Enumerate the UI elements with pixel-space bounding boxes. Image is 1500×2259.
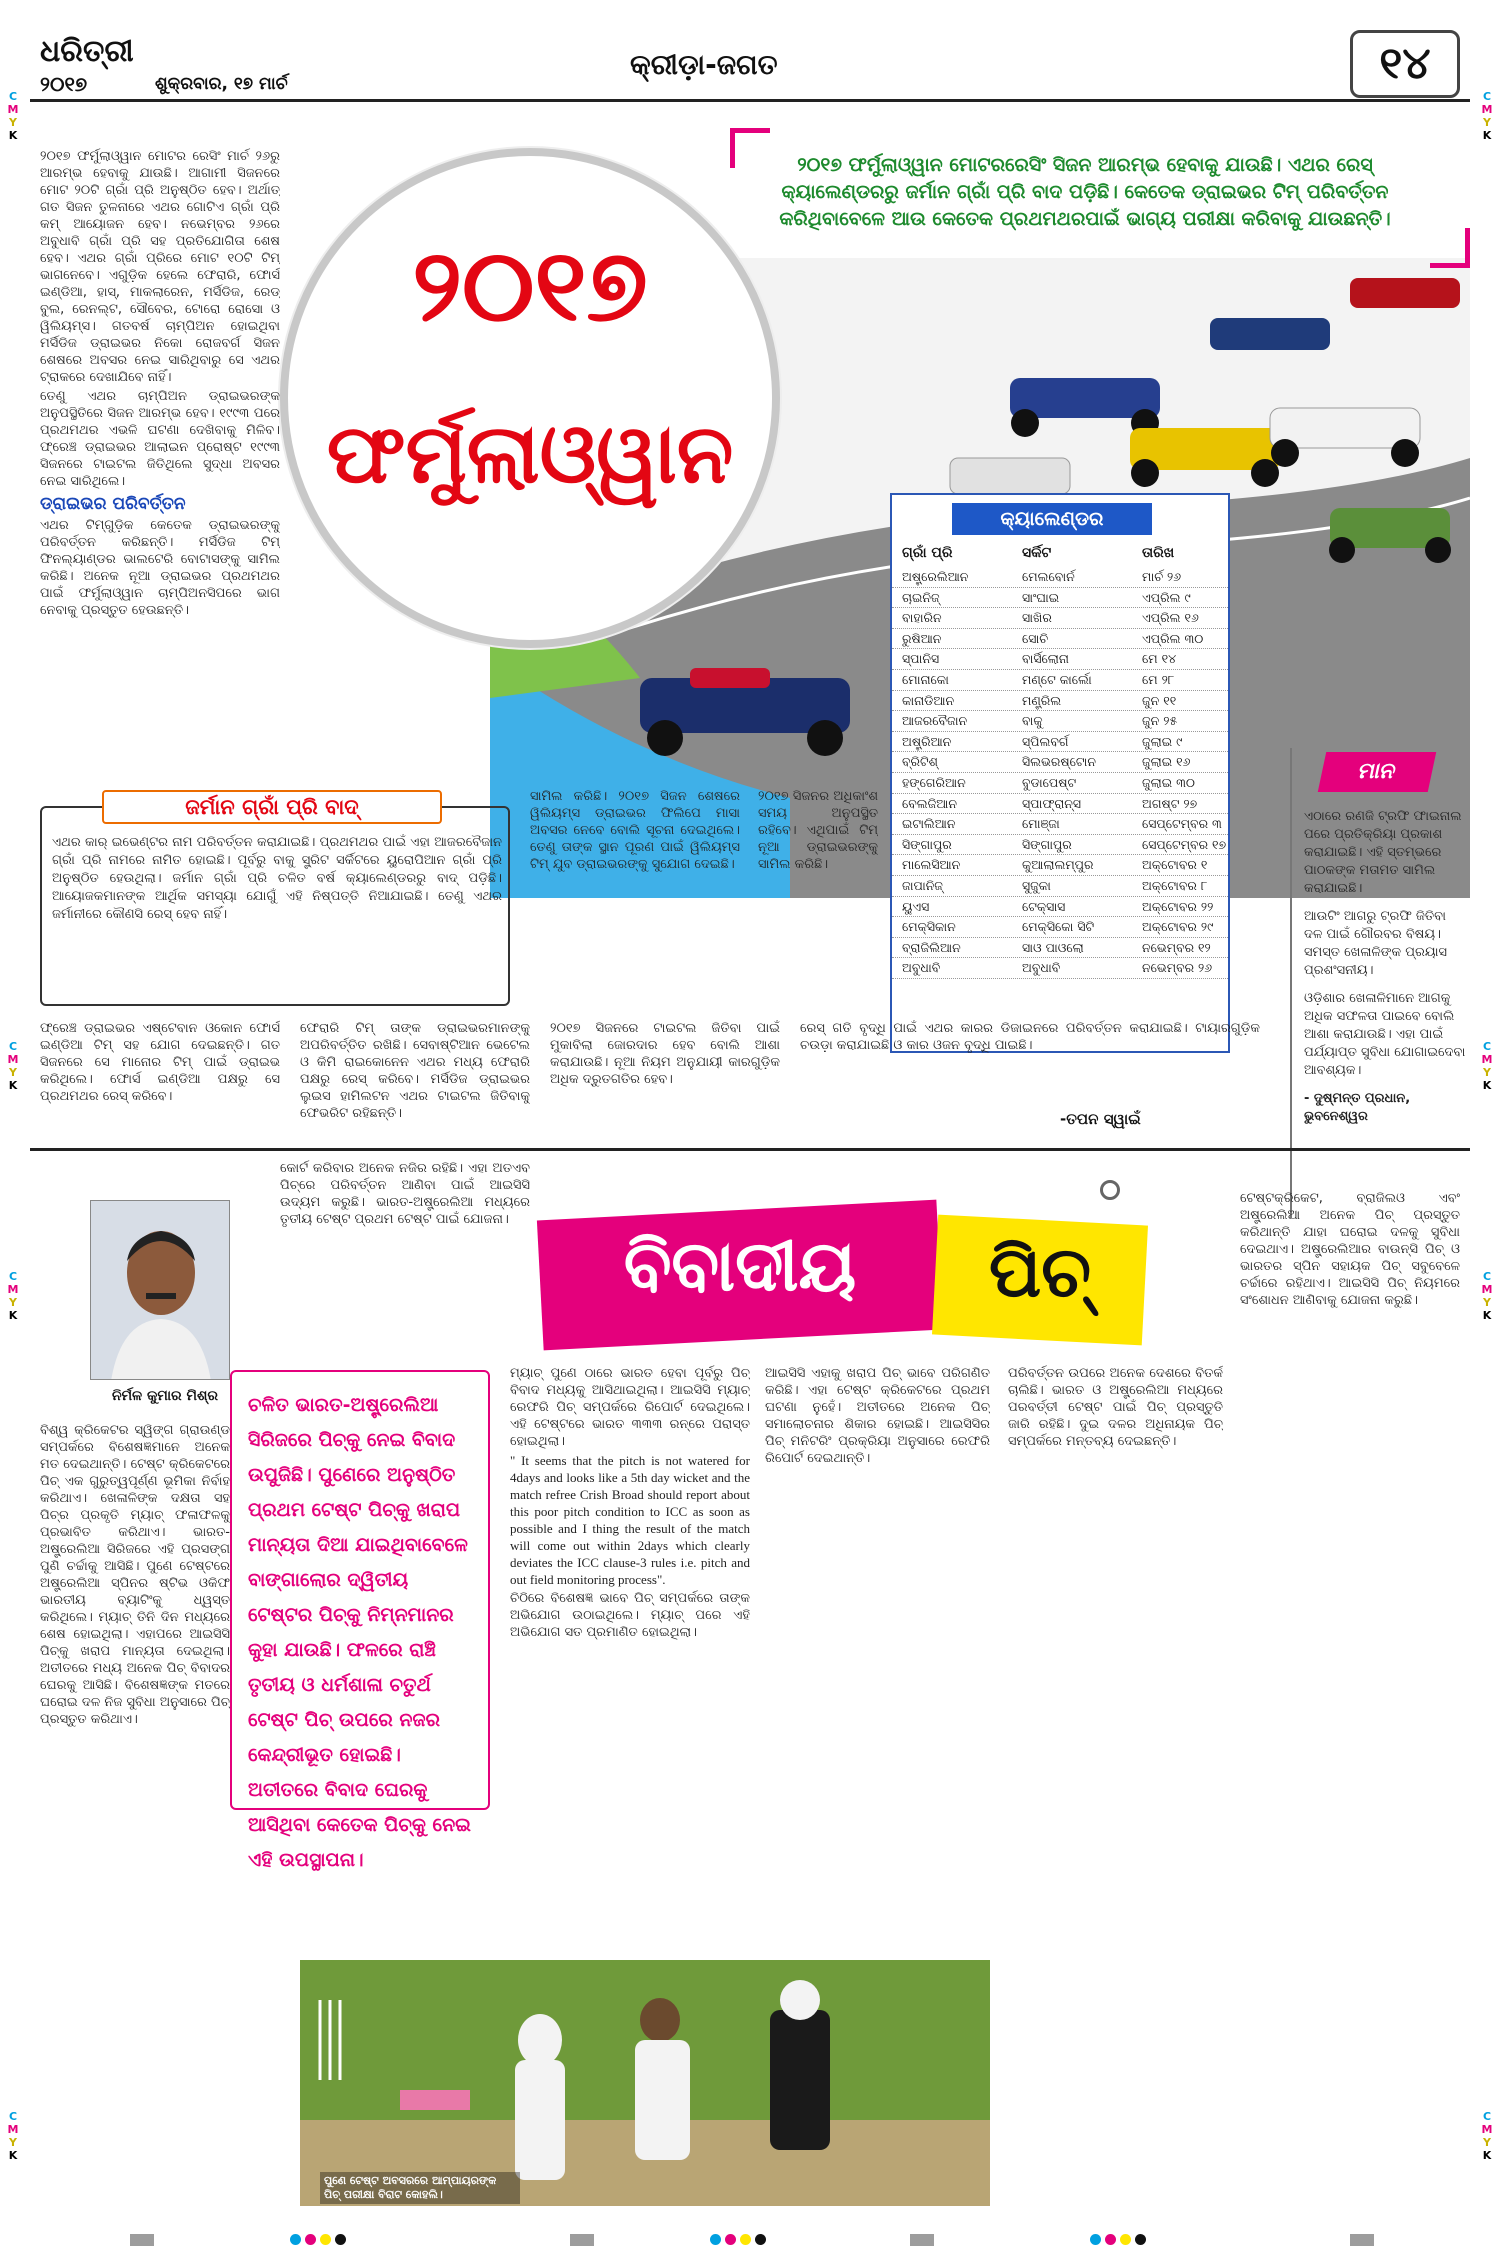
calendar-row: [892, 855, 1228, 876]
race-calendar: [890, 493, 1230, 1053]
calendar-cell-date: ଏପ୍ରିଲ ୧୬: [1142, 610, 1199, 626]
cmyk-y: Y: [1483, 2136, 1491, 2149]
intro-text: ୨୦୧୭ ଫର୍ମୁଲାଓ୍ୱାନ ମୋଟରରେସିଂ ସିଜନ ଆରମ୍ଭ ହେବାକୁ ଯାଉଛି। ଏଥର ରେସ୍ କ୍ୟାଲେଣ୍ଡରରୁ ଜର୍ମାନ ଗ୍ରାଁ ପ୍ରି ବାଦ ପଡ଼ିଛି। କେତେକ ଡ୍ରାଇଭର ଟିମ୍ ପରିବର୍ତ୍ତନ କରିଥିବାବେଳେ ଆଉ କେତେକ ପ୍ରଥମଥରପାଇଁ ଭାଗ୍ୟ ପରୀକ୍ଷା କରିବାକୁ ଯାଉଛନ୍ତି।: [779, 154, 1391, 230]
print-registration-bar: [30, 2234, 1470, 2248]
cmyk-k: K: [1482, 2149, 1492, 2162]
cmyk-c: C: [8, 1270, 18, 1283]
calendar-cell-date: ସେପ୍ଟେମ୍ବର ୧୭: [1142, 836, 1227, 852]
calendar-cell-date: ସେପ୍ଟେମ୍ବର ୩: [1142, 816, 1222, 832]
headline-year: ୨୦୧୭: [412, 226, 648, 344]
cmyk-m: M: [1481, 103, 1493, 116]
pitch-column-c: [765, 1365, 990, 1925]
calendar-cell-date: ଜୁନ ୧୧: [1142, 692, 1177, 708]
page-header: [30, 30, 1470, 102]
calendar-cell-gp: ଅଷ୍ଟ୍ରେଲିଆନ: [902, 569, 969, 584]
german-gp-title: ଜର୍ମାନ ଗ୍ରାଁ ପ୍ରି ବାଦ୍: [102, 790, 442, 824]
paragraph: କୋର୍ଟ କରିବାର ଅନେକ ନଜିର ରହିଛି। ଏହା ଅତଏବ ପିଚ୍‌ରେ ପରିବର୍ତ୍ତନ ଆଣିବା ପାଇଁ ଆଇସିସି ଉଦ୍ୟମ କରୁଛି। ଭାରତ-ଅଷ୍ଟ୍ରେଲିଆ ମଧ୍ୟରେ ତୃତୀୟ ଟେଷ୍ଟ ପ୍ରଥମ ଟେଷ୍ଟ ପାଇଁ ଯୋଜନା।: [280, 1161, 530, 1227]
pitch-column-b: [510, 1365, 750, 1925]
calendar-row: [892, 608, 1228, 629]
paragraph: ଫେରାରି ଟିମ୍ ତାଙ୍କ ଡ୍ରାଇଭରମାନଙ୍କୁ ଅପରିବର୍ତ୍ତିତ ରଖିଛି। ସେବାଷ୍ଟିଆନ ଭେଟେଲ ଓ କିମି ରାଇକୋନେନ ଏଥର ମଧ୍ୟ ଫେରାରି ପକ୍ଷରୁ ରେସ୍ କରିବେ। ମର୍ସିଡିଜ ଡ୍ରାଇଭର ଲୁଇସ ହାମିଲଟନ ଏଥର ଟାଇଟଲ ଜିତିବାକୁ ଫେଭରିଟ ରହିଛନ୍ତି।: [300, 1021, 530, 1121]
cmyk-c: C: [1482, 90, 1492, 103]
calendar-row: [892, 670, 1228, 691]
article-lower-column-2: [300, 1020, 530, 1140]
calendar-cell-date: ଅକ୍ଟୋବର ୮: [1142, 877, 1208, 893]
calendar-cell-gp: ୟୁଏସ: [902, 898, 930, 914]
calendar-row: [892, 794, 1228, 815]
calendar-header-date: ତାରିଖ: [1142, 545, 1175, 561]
calendar-rows: [892, 567, 1228, 979]
calendar-cell-circuit: ସ୍ପାଫ୍ରାନ୍ସ: [1022, 795, 1082, 811]
cmyk-c: C: [8, 2110, 18, 2123]
magenta-dot: [725, 2234, 736, 2245]
calendar-row: [892, 567, 1228, 588]
controversial-pitch-story: [30, 1160, 1470, 2220]
section-divider: [30, 1148, 1470, 1151]
intro-box: [730, 128, 1470, 268]
masthead: ଧରିତ୍ରୀ: [40, 34, 134, 69]
calendar-cell-gp: ରୁଷିଆନ: [902, 630, 942, 646]
calendar-cell-circuit: ସୋଚି: [1022, 630, 1049, 646]
sidebar-paragraph: ଓଡ଼ିଶାର ଖେଳାଳିମାନେ ଆଗକୁ ଅଧିକ ସଫଳତା ପାଇବେ ବୋଲି ଆଶା କରାଯାଉଛି। ଏହା ପାଇଁ ପର୍ଯ୍ୟାପ୍ତ ସୁବିଧା ଯୋଗାଇଦେବା ଆବଶ୍ୟକ।: [1304, 991, 1466, 1078]
gray-swatch: [1350, 2234, 1374, 2246]
german-gp-box: [40, 795, 510, 1006]
cmyk-k: K: [1482, 129, 1492, 142]
calendar-cell-gp: ବେଲଜିଆନ: [902, 795, 958, 811]
cmyk-y: Y: [1483, 116, 1491, 129]
hanger-icon: [1100, 1180, 1120, 1200]
calendar-cell-gp: ଅଷ୍ଟ୍ରିଆନ: [902, 733, 952, 749]
calendar-cell-date: ଜୁଲାଇ ୩୦: [1142, 774, 1195, 790]
black-dot: [755, 2234, 766, 2245]
bracket-bottom-right: [1430, 228, 1470, 268]
calendar-cell-gp: ଇଟାଲିଆନ: [902, 816, 956, 832]
header-date: ଶୁକ୍ରବାର, ୧୭ ମାର୍ଚ: [155, 74, 288, 94]
paragraph: ଏଥର ଟିମ୍‌ଗୁଡ଼ିକ କେତେକ ଡ୍ରାଇଭରଙ୍କୁ ପରିବର୍ତ୍ତନ କରିଛନ୍ତି। ମର୍ସିଡିଜ ଟିମ୍ ଫିନଲ୍ୟାଣ୍ଡର ଭାଲଟେରି ବୋଟାସଙ୍କୁ ସାମିଲ କରିଛି। ଅନେକ ନୂଆ ଡ୍ରାଇଭର ପ୍ରଥମଥର ପାଇଁ ଫର୍ମୁଲାଓ୍ୱାନ ଚାମ୍ପିଅନସିପରେ ଭାଗ ନେବାକୁ ପ୍ରସ୍ତୁତ ହେଉଛନ୍ତି।: [40, 518, 280, 618]
paragraph: ୨୦୧୭ ସିଜନର ଅଧିକାଂଶ ସମୟ ଅନୁପସ୍ଥିତ ରହିବେ। ଏଥିପାଇଁ ଟିମ୍ ନୂଆ ଡ୍ରାଇଭରଙ୍କୁ ସାମିଲ କରିଛି।: [758, 789, 878, 872]
cmyk-m: M: [1481, 1283, 1493, 1296]
cmyk-k: K: [1482, 1309, 1492, 1322]
calendar-cell-circuit: ସାଓ ପାଓଲୋ: [1022, 939, 1084, 955]
pull-quote-box: [230, 1370, 490, 1871]
pitch-column-e: [1240, 1190, 1460, 2190]
paragraph: ପରିବର୍ତ୍ତନ ଉପରେ ଅନେକ ଦେଶରେ ବିତର୍କ ଚାଲିଛି। ଭାରତ ଓ ଅଷ୍ଟ୍ରେଲିଆ ମଧ୍ୟରେ ପରବର୍ତ୍ତୀ ଟେଷ୍ଟ ପାଇଁ ପିଚ୍ ପ୍ରସ୍ତୁତି ଜାରି ରହିଛି। ଦୁଇ ଦଳର ଅଧିନାୟକ ପିଚ୍ ସମ୍ପର୍କରେ ମନ୍ତବ୍ୟ ଦେଇଛନ୍ତି।: [1008, 1366, 1223, 1449]
calendar-cell-gp: ବ୍ରାଜିଲିଆନ: [902, 939, 961, 955]
sidebar-tag: ମାନ: [1318, 752, 1437, 792]
formula-one-story: [30, 108, 1470, 1148]
calendar-cell-circuit: ଅବୁଧାବି: [1022, 960, 1061, 976]
cmyk-m: M: [7, 2123, 19, 2136]
gray-swatch: [570, 2234, 594, 2246]
paragraph: ରେସ୍ ଗତି ବୃଦ୍ଧି ପାଇଁ ଏଥର କାରର ଡିଜାଇନରେ ପରିବର୍ତ୍ତନ କରାଯାଇଛି। ଟାୟାରଗୁଡ଼ିକ ଚଉଡ଼ା କରାଯାଇଛି ଓ କାର ଓଜନ ବୃଦ୍ଧି ପାଇଛି।: [800, 1021, 1260, 1053]
paragraph: ଚିଠିରେ ବିଶେଷଜ୍ଞ ଭାବେ ପିଚ୍ ସମ୍ପର୍କରେ ତାଙ୍କ ଅଭିଯୋଗ ଉଠାଇଥିଲେ। ମ୍ୟାଚ୍ ପରେ ଏହି ଅଭିଯୋଗ ସତ ପ୍ରମାଣିତ ହୋଇଥିଲା।: [510, 1591, 750, 1640]
calendar-cell-gp: ଅବୁଧାବି: [902, 960, 941, 976]
cmyk-c: C: [1482, 1270, 1492, 1283]
cmyk-y: Y: [9, 1066, 17, 1079]
subhead-driver-change: ଡ୍ରାଇଭର ପରିବର୍ତ୍ତନ: [40, 494, 186, 514]
cmyk-c: C: [1482, 2110, 1492, 2123]
calendar-cell-date: ମାର୍ଚ ୨୬: [1142, 569, 1182, 584]
author-portrait: [90, 1200, 230, 1380]
cricket-photo-caption: ପୁଣେ ଟେଷ୍ଟ ଅବସରରେ ଆମ୍ପାୟରଙ୍କ ପିଚ୍ ପରୀକ୍ଷା ବିରାଟ କୋହଲି।: [320, 2172, 520, 2204]
calendar-cell-date: ଜୁଲାଇ ୧୬: [1142, 754, 1191, 770]
section-title: କ୍ରୀଡ଼ା-ଜଗତ: [630, 48, 778, 81]
magenta-dot: [1105, 2234, 1116, 2245]
article-lower-column-3: [550, 1020, 780, 1140]
cmyk-k: K: [8, 1079, 18, 1092]
portrait-caption: ନିର୍ମଳ କୁମାର ମିଶ୍ର: [111, 1388, 219, 1404]
pull-quote: ଚଳିତ ଭାରତ-ଅଷ୍ଟ୍ରେଲିଆ ସିରିଜରେ ପିଚ୍‌କୁ ନେଇ ବିବାଦ ଉପୁଜିଛି। ପୁଣେରେ ଅନୁଷ୍ଠିତ ପ୍ରଥମ ଟେଷ୍ଟ ପିଚ୍‌କୁ ଖରାପ ମାନ୍ୟତା ଦିଆ ଯାଇଥିବାବେଳେ ବାଙ୍ଗାଲୋର ଦ୍ୱିତୀୟ ଟେଷ୍ଟର ପିଚ୍‌କୁ ନିମ୍ନମାନର କୁହା ଯାଉଛି। ଫଳରେ ରାଞ୍ଚି ତୃତୀୟ ଓ ଧର୍ମଶାଳା ଚତୁର୍ଥ ଟେଷ୍ଟ ପିଚ୍ ଉପରେ ନଜର କେନ୍ଦ୍ରୀଭୂତ ହୋଇଛି। ଅତୀତରେ ବିବାଦ ଘେରକୁ ଆସିଥିବା କେତେକ ପିଚ୍‌କୁ ନେଇ ଏହି ଉପସ୍ଥାପନା।: [248, 1394, 471, 1871]
article-lower-column-1: [40, 1020, 280, 1140]
yellow-dot: [1120, 2234, 1131, 2245]
calendar-cell-circuit: ସୁଜୁକା: [1022, 877, 1051, 893]
calendar-cell-gp: ସିଙ୍ଗାପୁର: [902, 836, 952, 852]
calendar-cell-gp: ବ୍ରିଟିଶ୍: [902, 754, 938, 770]
calendar-cell-date: ନଭେମ୍ବର ୨୬: [1142, 960, 1213, 976]
calendar-cell-circuit: କୁଆଲାଲମ୍ପୁର: [1022, 857, 1094, 873]
calendar-cell-gp: ମାଲେସିଆନ: [902, 857, 961, 873]
calendar-cell-circuit: ବୁଡାପେଷ୍ଟ: [1022, 774, 1077, 790]
pitch-column-b-top: [280, 1160, 530, 1280]
cmyk-m: M: [7, 1283, 19, 1296]
calendar-row: [892, 938, 1228, 959]
calendar-row: [892, 649, 1228, 670]
calendar-row: [892, 897, 1228, 918]
cmyk-c: C: [8, 1040, 18, 1053]
pitch-headline: [540, 1210, 1140, 1340]
cyan-dot: [290, 2234, 301, 2245]
sidebar-paragraph: ଏଠାରେ ରଣଜି ଟ୍ରଫି ଫାଇନାଲ ପରେ ପ୍ରତିକ୍ରିୟା ପ୍ରକାଶ କରାଯାଇଛି। ଏହି ସ୍ତମ୍ଭରେ ପାଠକଙ୍କ ମତାମତ ସାମିଲ କରାଯାଇଛି।: [1304, 809, 1462, 896]
cmyk-k: K: [8, 129, 18, 142]
calendar-row: [892, 752, 1228, 773]
calendar-cell-date: ଏପ୍ରିଲ ୯: [1142, 589, 1191, 605]
calendar-cell-date: ନଭେମ୍ବର ୧୨: [1142, 939, 1211, 955]
yellow-dot: [740, 2234, 751, 2245]
headline-word-pitch: ପିଚ୍: [988, 1230, 1092, 1313]
cmyk-m: M: [1481, 2123, 1493, 2136]
calendar-row: [892, 773, 1228, 794]
calendar-cell-circuit: ସାଂଘାଇ: [1022, 589, 1060, 605]
header-year: ୨୦୧୭: [40, 72, 88, 96]
cmyk-m: M: [7, 103, 19, 116]
article-column-1: [40, 148, 280, 788]
paragraph: ୨୦୧୭ ସିଜନରେ ଟାଇଟଲ ଜିତିବା ପାଇଁ ମୁକାବିଲା ଜୋରଦାର ହେବ ବୋଲି ଆଶା କରାଯାଉଛି। ନୂଆ ନିୟମ ଅନୁଯାୟୀ କାରଗୁଡ଼ିକ ଅଧିକ ଦ୍ରୁତଗତିର ହେବ।: [550, 1021, 780, 1087]
paragraph: ଆଇସିସି ଏହାକୁ ଖରାପ ପିଚ୍ ଭାବେ ପରିଗଣିତ କରିଛି। ଏହା ଟେଷ୍ଟ କ୍ରିକେଟରେ ପ୍ରଥମ ଘଟଣା ନୁହେଁ। ଅତୀତରେ ଅନେକ ପିଚ୍ ସମାଲୋଚନାର ଶିକାର ହୋଇଛି। ଆଇସିସିର ପିଚ୍ ମନିଟରିଂ ପ୍ରକ୍ରିୟା ଅନୁସାରେ ରେଫରି ରିପୋର୍ଟ ଦେଇଥାନ୍ତି।: [765, 1366, 990, 1466]
calendar-cell-date: ଜୁନ ୨୫: [1142, 713, 1178, 729]
gray-swatch: [130, 2234, 154, 2246]
cmyk-y: Y: [1483, 1296, 1491, 1309]
german-gp-text: ଏଥର କାର୍ ଇଭେଣ୍ଟର ନାମ ପରିବର୍ତ୍ତନ କରାଯାଇଛି। ପ୍ରଥମଥର ପାଇଁ ଏହା ଆଜରବୈଜାନ ଗ୍ରାଁ ପ୍ରି ନାମରେ ନାମିତ ହୋଇଛି। ପୂର୍ବରୁ ବାକୁ ସ୍ଟ୍ରିଟ ସର୍କିଟରେ ୟୁରୋପିଆନ ଗ୍ରାଁ ପ୍ରି ଅନୁଷ୍ଠିତ ହେଉଥିଲା। ଜର୍ମାନ ଗ୍ରାଁ ପ୍ରି ଚଳିତ ବର୍ଷ କ୍ୟାଲେଣ୍ଡରରୁ ବାଦ୍ ପଡ଼ିଛି। ଆୟୋଜକମାନଙ୍କ ଆର୍ଥିକ ସମସ୍ୟା ଯୋଗୁଁ ଏହି ନିଷ୍ପତ୍ତି ନିଆଯାଇଛି। ତେଣୁ ଏଥର ଜର୍ମାନୀରେ କୌଣସି ରେସ୍ ହେବ ନାହିଁ।: [52, 835, 502, 922]
calendar-cell-date: ମେ ୧୪: [1142, 651, 1177, 667]
calendar-row: [892, 814, 1228, 835]
calendar-cell-date: ଜୁଲାଇ ୯: [1142, 733, 1183, 749]
calendar-cell-gp: ହଙ୍ଗେରିଆନ: [902, 774, 966, 790]
calendar-cell-circuit: ସ୍ପିଲବର୍ଗ: [1022, 733, 1069, 749]
cricket-photo: [300, 1960, 990, 2206]
cmyk-y: Y: [9, 1296, 17, 1309]
calendar-header-circuit: ସର୍କିଟ: [1022, 545, 1052, 561]
english-quote: " It seems that the pitch is not watered for 4days and looks like a 5th day wicket and the match refree Crish Broad should report about this poor pitch condition to ICC as soon as possible and I thing the result of the match will come out within 2days which clearly deviates the ICC clause-3 rules i.e. pitch and out field monitoring process".: [510, 1453, 750, 1587]
calendar-cell-circuit: ବାକୁ: [1022, 713, 1043, 729]
cmyk-y: Y: [1483, 1066, 1491, 1079]
calendar-row: [892, 958, 1228, 979]
black-dot: [1135, 2234, 1146, 2245]
calendar-cell-gp: ଆଜରବୈଜାନ: [902, 713, 968, 729]
cyan-dot: [710, 2234, 721, 2245]
cmyk-mark-left-low: [6, 1270, 20, 1322]
cmyk-mark-right-bottom: [1480, 2110, 1494, 2162]
color-dots: [710, 2234, 766, 2245]
calendar-row: [892, 876, 1228, 897]
calendar-cell-circuit: ସିଲଭରଷ୍ଟୋନ: [1022, 754, 1096, 770]
calendar-cell-gp: ସ୍ପାନିସ: [902, 651, 940, 667]
calendar-cell-circuit: ସିଙ୍ଗାପୁର: [1022, 836, 1072, 852]
calendar-cell-gp: ଚାଇନିଜ୍: [902, 589, 940, 605]
sidebar-body: [1304, 808, 1466, 1126]
calendar-cell-gp: ଜାପାନିଜ୍: [902, 877, 943, 893]
cmyk-c: C: [8, 90, 18, 103]
calendar-row: [892, 711, 1228, 732]
calendar-cell-circuit: ମଣ୍ଟେ କାର୍ଲୋ: [1022, 671, 1092, 687]
calendar-cell-circuit: ମୋଞ୍ଜା: [1022, 816, 1060, 832]
paragraph: ବିଶ୍ୱ କ୍ରିକେଟର ସ୍ୱିଙ୍ଗ ଗ୍ରାଉଣ୍ଡ ସମ୍ପର୍କରେ ବିଶେଷଜ୍ଞମାନେ ଅନେକ ମତ ଦେଇଥାନ୍ତି। ଟେଷ୍ଟ କ୍ରିକେଟରେ ପିଚ୍ ଏକ ଗୁରୁତ୍ୱପୂର୍ଣ୍ଣ ଭୂମିକା ନିର୍ବାହ କରିଥାଏ। ଖେଳାଳିଙ୍କ ଦକ୍ଷତା ସହ ପିଚ୍‌ର ପ୍ରକୃତି ମ୍ୟାଚ୍ ଫଳାଫଳକୁ ପ୍ରଭାବିତ କରିଥାଏ। ଭାରତ-ଅଷ୍ଟ୍ରେଲିଆ ସିରିଜରେ ଏହି ପ୍ରସଙ୍ଗ ପୁଣି ଚର୍ଚ୍ଚାକୁ ଆସିଛି। ପୁଣେ ଟେଷ୍ଟରେ ଅଷ୍ଟ୍ରେଲିଆ ସ୍ପିନର ଷ୍ଟିଭ ଓକିଫ ଭାରତୀୟ ବ୍ୟାଟିଂକୁ ଧ୍ୱସ୍ତ କରିଥିଲେ। ମ୍ୟାଚ୍ ତିନି ଦିନ ମଧ୍ୟରେ ଶେଷ ହୋଇଥିଲା। ଏହାପରେ ଆଇସିସି ପିଚ୍‌କୁ ଖରାପ ମାନ୍ୟତା ଦେଇଥିଲା। ଅତୀତରେ ମଧ୍ୟ ଅନେକ ପିଚ୍ ବିବାଦର ଘେରକୁ ଆସିଛି। ବିଶେଷଜ୍ଞଙ୍କ ମତରେ ଘରୋଇ ଦଳ ନିଜ ସୁବିଧା ଅନୁସାରେ ପିଚ୍ ପ୍ରସ୍ତୁତ କରିଥାଏ।: [40, 1423, 230, 1727]
headline-word-controversial: ବିବାଦୀୟ: [623, 1224, 857, 1307]
paragraph: ତେଣୁ ଏଥର ଚାମ୍ପିଅନ ଡ୍ରାଇଭରଙ୍କ ଅନୁପସ୍ଥିତିରେ ସିଜନ ଆରମ୍ଭ ହେବ। ୧୯୯୩ ପରେ ପ୍ରଥମଥର ଏଭଳି ଘଟଣା ଦେଖିବାକୁ ମିଳିବ। ଫ୍ରେଞ୍ଚ ଡ୍ରାଇଭର ଆଲାଇନ ପ୍ରୋଷ୍ଟ ୧୯୯୩ ସିଜନରେ ଟାଇଟଲ ଜିତିଥିଲେ ସୁଦ୍ଧା ଅବସର ନେଇ ସାରିଥିଲେ।: [40, 389, 280, 489]
cmyk-c: C: [1482, 1040, 1492, 1053]
cmyk-y: Y: [9, 116, 17, 129]
calendar-header-gp: ଗ୍ରାଁ ପ୍ରି: [902, 545, 953, 561]
paragraph: ୨୦୧୭ ଫର୍ମୁଲାଓ୍ୱାନ ମୋଟର ରେସିଂ ମାର୍ଚ ୨୬ରୁ ଆରମ୍ଭ ହେବାକୁ ଯାଉଛି। ଆଗାମୀ ସିଜନରେ ମୋଟ ୨୦ଟି ଗ୍ରାଁ ପ୍ରି ଅନୁଷ୍ଠିତ ହେବ। ଅର୍ଥାତ୍ ଗତ ସିଜନ ତୁଳନାରେ ଏଥର ଗୋଟିଏ ଗ୍ରାଁ ପ୍ରି କମ୍ ଆୟୋଜନ ହେବ। ନଭେମ୍ବର ୨୬ରେ ଅବୁଧାବି ଗ୍ରାଁ ପ୍ରି ସହ ପ୍ରତିଯୋଗିତା ଶେଷ ହେବ। ଏଥର ଗ୍ରାଁ ପ୍ରିରେ ମୋଟ ୧୦ଟି ଟିମ୍ ଭାଗନେବେ। ଏଗୁଡ଼ିକ ହେଲେ ଫେରାରି, ଫୋର୍ସ ଇଣ୍ଡିଆ, ହାସ୍, ମାକଲାରେନ, ମର୍ସିଡିଜ, ରେଡ୍ ବୁଲ, ରେନଲ୍ଟ, ସୌବେର, ଟୋରୋ ରୋସୋ ଓ ୱିଲିୟମ୍ସ। ଗତବର୍ଷ ଚାମ୍ପିଅନ ହୋଇଥିବା ମର୍ସିଡିଜ ଡ୍ରାଇଭର ନିକୋ ରୋଜବର୍ଗ ସିଜନ ଶେଷରେ ଅବସର ନେଇ ସାରିଥିବାରୁ ସେ ଏଥର ଟ୍ରାକରେ ଦେଖାଯିବେ ନାହିଁ।: [40, 149, 280, 385]
cmyk-mark-left-top: [6, 90, 20, 142]
cmyk-mark-left-bottom: [6, 2110, 20, 2162]
calendar-title: କ୍ୟାଲେଣ୍ଡର: [952, 503, 1152, 535]
calendar-row: [892, 588, 1228, 609]
pitch-column-a: [40, 1422, 230, 2202]
cmyk-k: K: [8, 1309, 18, 1322]
calendar-row: [892, 629, 1228, 650]
calendar-cell-circuit: ମଣ୍ଟ୍ରିଲ: [1022, 692, 1062, 708]
gray-swatch: [910, 2234, 934, 2246]
calendar-cell-circuit: ମେକ୍ସିକୋ ସିଟି: [1022, 919, 1095, 935]
calendar-cell-circuit: ବାର୍ସିଲୋନା: [1022, 651, 1069, 667]
calendar-cell-date: ଏପ୍ରିଲ ୩୦: [1142, 630, 1204, 646]
headline-formula-one: ଫର୍ମୁଲାଓ୍ୱାନ: [326, 406, 734, 502]
cmyk-mark-right-top: [1480, 90, 1494, 142]
sidebar-paragraph: ଆଉଟିଂ ଆଗରୁ ଟ୍ରଫି ଜିତିବା ଦଳ ପାଇଁ ଗୌରବର ବିଷୟ। ସମସ୍ତ ଖେଳାଳିଙ୍କ ପ୍ରୟାସ ପ୍ରଶଂସନୀୟ।: [1304, 909, 1447, 978]
cmyk-k: K: [8, 2149, 18, 2162]
calendar-cell-gp: ମେକ୍ସିକାନ: [902, 919, 956, 935]
page-number: ୧୪: [1350, 30, 1460, 98]
calendar-cell-gp: ବାହାରିନ: [902, 610, 942, 626]
yellow-dot: [320, 2234, 331, 2245]
calendar-cell-date: ଅକ୍ଟୋବର ୨୯: [1142, 919, 1214, 935]
calendar-cell-gp: କାନାଡିଆନ: [902, 692, 955, 708]
calendar-cell-circuit: ମେଲବୋର୍ନ: [1022, 569, 1075, 584]
calendar-cell-date: ଅକ୍ଟୋବର ୧: [1142, 857, 1208, 873]
cmyk-mark-right-low: [1480, 1270, 1494, 1322]
calendar-row: [892, 732, 1228, 753]
top-story-byline: -ତପନ ସ୍ୱାଇଁ: [1060, 1110, 1141, 1128]
paragraph: ଟେଷ୍ଟକ୍ରିକେଟ, ବ୍ରାଜିଲଓ ଏବଂ ଅଷ୍ଟ୍ରେଲିଆ ଅନେକ ପିଚ୍ ପ୍ରସ୍ତୁତ କରିଥାନ୍ତି ଯାହା ଘରୋଇ ଦଳକୁ ସୁବିଧା ଦେଇଥାଏ। ଅଷ୍ଟ୍ରେଲିଆର ବାଉନ୍ସି ପିଚ୍ ଓ ଭାରତର ସ୍ପିନ ସହାୟକ ପିଚ୍ ସବୁବେଳେ ଚର୍ଚ୍ଚାରେ ରହିଥାଏ। ଆଇସିସି ପିଚ୍ ନିୟମରେ ସଂଶୋଧନ ଆଣିବାକୁ ଯୋଜନା କରୁଛି।: [1240, 1191, 1460, 1308]
color-dots: [1090, 2234, 1146, 2245]
magenta-dot: [305, 2234, 316, 2245]
article-lower-column-4: [800, 1020, 1260, 1110]
paragraph: ସାମିଲ କରିଛି। ୨୦୧୭ ସିଜନ ଶେଷରେ ୱିଲିୟମ୍ସ ଡ୍ରାଇଭର ଫିଲିପେ ମାସା ଅବସର ନେବେ ବୋଲି ସୂଚନା ଦେଇଥିଲେ। ତେଣୁ ତାଙ୍କ ସ୍ଥାନ ପୂରଣ ପାଇଁ ୱିଲିୟମ୍ସ ଟିମ୍ ଯୁବ ଡ୍ରାଇଭରଙ୍କୁ ସୁଯୋଗ ଦେଇଛି।: [530, 789, 740, 872]
paragraph: ମ୍ୟାଚ୍ ପୁଣେ ଠାରେ ଭାରତ ହେବା ପୂର୍ବରୁ ପିଚ୍ ବିବାଦ ମଧ୍ୟକୁ ଆସିଥାଇଥିଲା। ଆଇସିସି ମ୍ୟାଚ୍ ରେଫରି ପିଚ୍ ସମ୍ପର୍କରେ ରିପୋର୍ଟ ଦେଇଥିଲେ। ଏହି ଟେଷ୍ଟରେ ଭାରତ ୩୩୩ ରନ୍‌ରେ ପରାସ୍ତ ହୋଇଥିଲା।: [510, 1366, 750, 1449]
color-dots: [290, 2234, 346, 2245]
calendar-cell-date: ମେ ୨୮: [1142, 671, 1175, 687]
paragraph: ଫ୍ରେଞ୍ଚ ଡ୍ରାଇଭର ଏଷ୍ଟେବାନ ଓକୋନ ଫୋର୍ସ ଇଣ୍ଡିଆ ଟିମ୍ ସହ ଯୋଗ ଦେଇଛନ୍ତି। ଗତ ସିଜନରେ ସେ ମାନୋର ଟିମ୍ ପାଇଁ ଡ୍ରାଇଭ କରିଥିଲେ। ଫୋର୍ସ ଇଣ୍ଡିଆ ପକ୍ଷରୁ ସେ ପ୍ରଥମଥର ରେସ୍ କରିବେ।: [40, 1021, 280, 1104]
cyan-dot: [1090, 2234, 1101, 2245]
cmyk-m: M: [1481, 1053, 1493, 1066]
calendar-row: [892, 835, 1228, 856]
pitch-column-d: [1008, 1365, 1223, 2185]
article-column-2: [530, 788, 740, 988]
cmyk-y: Y: [9, 2136, 17, 2149]
calendar-cell-date: ଅଗଷ୍ଟ ୨୭: [1142, 795, 1198, 811]
cmyk-mark-right-mid: [1480, 1040, 1494, 1092]
black-dot: [335, 2234, 346, 2245]
cmyk-mark-left-mid: [6, 1040, 20, 1092]
calendar-cell-circuit: ଟେକ୍ସାସ: [1022, 898, 1066, 914]
calendar-cell-gp: ମୋନାକୋ: [902, 671, 949, 687]
calendar-cell-date: ଅକ୍ଟୋବର ୨୨: [1142, 898, 1214, 914]
calendar-row: [892, 917, 1228, 938]
cmyk-k: K: [1482, 1079, 1492, 1092]
title-circle: [280, 148, 780, 648]
calendar-cell-circuit: ସାଖିର: [1022, 610, 1052, 626]
cmyk-m: M: [7, 1053, 19, 1066]
article-column-3: [758, 788, 878, 988]
calendar-row: [892, 691, 1228, 712]
sidebar-author: - ଦୁଷ୍ମନ୍ତ ପ୍ରଧାନ, ଭୁବନେଶ୍ୱର: [1304, 1091, 1411, 1124]
